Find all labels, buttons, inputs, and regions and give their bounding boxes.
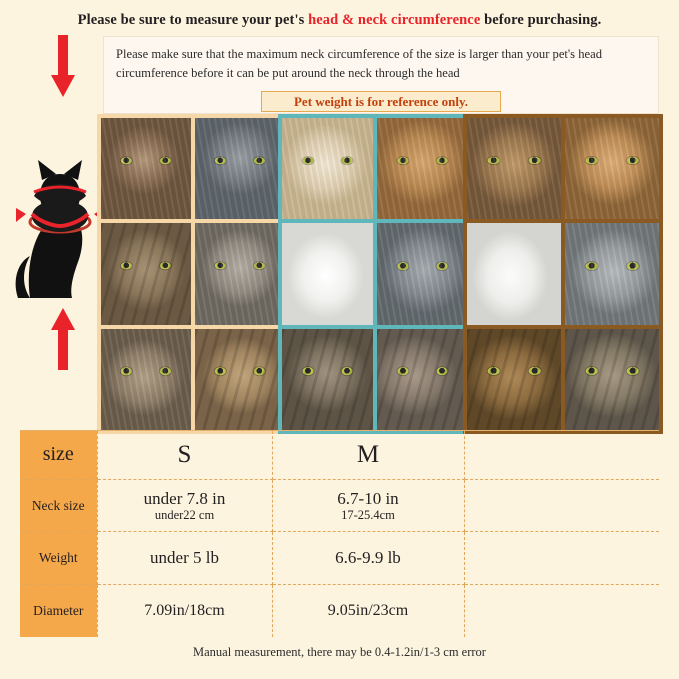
table-row-diameter (20, 584, 659, 637)
photo-kitten-spotted (195, 329, 285, 430)
measurement-illustration (8, 115, 100, 430)
headline-before: Please be sure to measure your pet's (77, 12, 309, 28)
photo-kitten-striped (101, 223, 191, 324)
panel-size-s (97, 114, 289, 434)
neck-size-s-primary: under 7.8 in (143, 489, 226, 509)
photo-panels (97, 114, 663, 434)
note-card (103, 36, 659, 114)
headline-after: before purchasing. (480, 12, 602, 28)
photo-poodle-puppy (377, 118, 468, 219)
table-row-neck-size (20, 479, 659, 532)
row-label-weight: Weight (20, 532, 97, 585)
header-size-extra (464, 431, 659, 479)
row-label-neck-size: Neck size (20, 479, 97, 532)
panel-size-l (463, 114, 663, 434)
diameter-m: 9.05in/23cm (272, 584, 464, 637)
photo-cat-orange-tabby (467, 118, 561, 219)
header-size-s: S (97, 431, 272, 479)
photo-cat-grey-white (565, 223, 659, 324)
panel-size-m (278, 114, 472, 434)
photo-cat-tabby-dark (467, 329, 561, 430)
diameter-s: 7.09in/18cm (97, 584, 272, 637)
footnote: Manual measurement, there may be 0.4-1.2in/1-3 cm error (193, 645, 486, 659)
page-title (0, 12, 679, 29)
up-arrow-icon-bottom (50, 308, 64, 370)
weight-extra (464, 532, 659, 585)
photo-cat-tabby-portrait (282, 329, 373, 430)
photo-kitten-grey (195, 118, 285, 219)
table-header-row (20, 431, 659, 479)
photo-corgi-dog (565, 118, 659, 219)
photo-kitten-lying (101, 118, 191, 219)
weight-m: 6.6-9.9 lb (272, 532, 464, 585)
header-size: size (20, 431, 97, 479)
photo-kitten-paws-up (101, 329, 191, 430)
row-label-diameter: Diameter (20, 584, 97, 637)
note-text: Please make sure that the maximum neck circumference of the size is larger than your pet's head circumference before it can be put around the neck through the head (116, 47, 603, 80)
photo-cat-grey-green-eyes (377, 223, 468, 324)
neck-size-m-primary: 6.7-10 in (337, 489, 399, 509)
headline-highlight: head & neck circumference (308, 12, 481, 28)
cat-silhouette-icon (10, 130, 98, 320)
weight-reference-badge: Pet weight is for reference only. (261, 91, 501, 112)
neck-size-s-secondary: under22 cm (154, 508, 215, 523)
photo-cat-tabby-grey (565, 329, 659, 430)
photo-two-kittens (377, 329, 468, 430)
header-size-m: M (272, 431, 464, 479)
size-table (20, 430, 659, 637)
photo-rabbit-white-grey (467, 223, 561, 324)
table-row-weight (20, 532, 659, 585)
photo-puppy-cream (282, 118, 373, 219)
weight-s: under 5 lb (97, 532, 272, 585)
photo-kitten-shorthair (195, 223, 285, 324)
photo-rabbit-white (282, 223, 373, 324)
up-arrow-icon-top (50, 35, 64, 97)
neck-size-m-secondary: 17-25.4cm (341, 508, 395, 523)
diameter-extra (464, 584, 659, 637)
